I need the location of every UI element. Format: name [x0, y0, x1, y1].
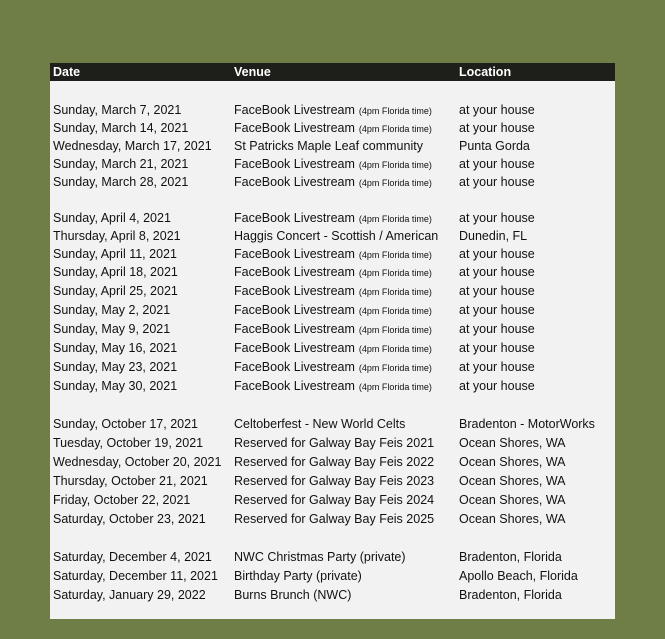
row-venue	[234, 263, 432, 282]
table-row	[50, 358, 615, 376]
row-venue-text: Haggis Concert - Scottish / American	[234, 229, 439, 243]
row-location: at your house	[459, 303, 535, 317]
header-date: Date	[53, 65, 81, 79]
row-date: Sunday, April 18, 2021	[53, 265, 178, 279]
row-venue-text: FaceBook Livestream	[234, 157, 355, 171]
row-venue	[234, 586, 351, 604]
row-venue-text: FaceBook Livestream	[234, 379, 355, 393]
row-date: Saturday, December 4, 2021	[53, 550, 212, 564]
row-date: Thursday, April 8, 2021	[53, 229, 181, 243]
row-venue-text: St Patricks Maple Leaf community	[234, 139, 423, 153]
row-venue-text: FaceBook Livestream	[234, 103, 355, 117]
row-location: at your house	[459, 211, 535, 225]
row-venue	[234, 227, 438, 245]
row-venue-text: FaceBook Livestream	[234, 121, 355, 135]
row-date: Wednesday, March 17, 2021	[53, 139, 212, 153]
table-row	[50, 320, 615, 338]
row-date: Sunday, April 11, 2021	[53, 247, 177, 261]
table-row	[50, 586, 615, 604]
row-venue-text: FaceBook Livestream	[234, 265, 355, 279]
row-venue-text: Reserved for Galway Bay Feis 2021	[234, 436, 435, 450]
row-venue	[234, 358, 432, 377]
schedule-sheet	[50, 63, 615, 619]
row-venue-text: NWC Christmas Party (private)	[234, 550, 406, 564]
row-location: Apollo Beach, Florida	[459, 569, 578, 583]
table-header	[50, 63, 615, 81]
row-date: Sunday, March 7, 2021	[53, 103, 182, 117]
table-row	[50, 491, 615, 509]
row-venue-note: (4pm Florida time)	[358, 214, 432, 224]
table-row	[50, 282, 615, 300]
row-venue-text: Reserved for Galway Bay Feis 2022	[234, 455, 435, 469]
row-venue-note: (4pm Florida time)	[358, 160, 432, 170]
row-location: at your house	[459, 379, 535, 393]
row-venue	[234, 137, 423, 155]
row-venue	[234, 377, 432, 396]
row-venue	[234, 155, 432, 174]
table-row	[50, 472, 615, 490]
row-venue	[234, 282, 432, 301]
row-date: Sunday, March 21, 2021	[53, 157, 189, 171]
row-location: Ocean Shores, WA	[459, 512, 566, 526]
row-venue	[234, 453, 434, 471]
row-venue	[234, 567, 362, 585]
row-venue-note: (4pm Florida time)	[358, 382, 432, 392]
row-venue-text: Reserved for Galway Bay Feis 2024	[234, 493, 435, 507]
row-location: at your house	[459, 157, 535, 171]
row-venue-text: FaceBook Livestream	[234, 341, 355, 355]
row-location: Bradenton, Florida	[459, 550, 562, 564]
row-location: at your house	[459, 103, 535, 117]
row-location: at your house	[459, 360, 535, 374]
row-location: Dunedin, FL	[459, 229, 528, 243]
row-venue-text: FaceBook Livestream	[234, 284, 355, 298]
row-location: at your house	[459, 247, 535, 261]
row-venue-note: (4pm Florida time)	[358, 363, 432, 373]
table-row	[50, 510, 615, 528]
table-row	[50, 173, 615, 191]
row-date: Saturday, January 29, 2022	[53, 588, 206, 602]
table-row	[50, 209, 615, 227]
row-location: at your house	[459, 265, 535, 279]
row-venue-text: FaceBook Livestream	[234, 211, 355, 225]
row-venue	[234, 101, 432, 120]
row-venue	[234, 548, 406, 566]
row-date: Saturday, October 23, 2021	[53, 512, 206, 526]
row-date: Sunday, April 4, 2021	[53, 211, 171, 225]
row-venue	[234, 472, 434, 490]
row-venue-text: Birthday Party (private)	[234, 569, 362, 583]
table-row	[50, 155, 615, 173]
row-venue-note: (4pm Florida time)	[358, 250, 432, 260]
row-venue	[234, 245, 432, 264]
row-date: Sunday, March 14, 2021	[53, 121, 189, 135]
row-venue	[234, 491, 434, 509]
row-venue-text: FaceBook Livestream	[234, 322, 355, 336]
row-location: Ocean Shores, WA	[459, 493, 566, 507]
row-venue	[234, 339, 432, 358]
row-date: Sunday, May 30, 2021	[53, 379, 178, 393]
row-date: Sunday, April 25, 2021	[53, 284, 178, 298]
row-venue-note: (4pm Florida time)	[358, 325, 432, 335]
table-row	[50, 301, 615, 319]
row-location: Ocean Shores, WA	[459, 455, 566, 469]
row-venue-note: (4pm Florida time)	[358, 124, 432, 134]
table-row	[50, 227, 615, 245]
table-row	[50, 339, 615, 357]
table-row	[50, 434, 615, 452]
row-date: Sunday, October 17, 2021	[53, 417, 199, 431]
row-venue-text: FaceBook Livestream	[234, 360, 355, 374]
row-location: Ocean Shores, WA	[459, 436, 566, 450]
row-venue	[234, 510, 434, 528]
table-row	[50, 119, 615, 137]
table-row	[50, 453, 615, 471]
header-location: Location	[459, 65, 512, 79]
row-venue-text: Burns Brunch (NWC)	[234, 588, 352, 602]
row-location: at your house	[459, 341, 535, 355]
row-date: Sunday, March 28, 2021	[53, 175, 189, 189]
row-venue-text: Reserved for Galway Bay Feis 2023	[234, 474, 435, 488]
row-date: Sunday, May 16, 2021	[53, 341, 178, 355]
row-date: Saturday, December 11, 2021	[53, 569, 218, 583]
row-date: Thursday, October 21, 2021	[53, 474, 208, 488]
row-date: Sunday, May 2, 2021	[53, 303, 171, 317]
row-venue-note: (4pm Florida time)	[358, 306, 432, 316]
row-venue-text: FaceBook Livestream	[234, 175, 355, 189]
row-venue-text: Reserved for Galway Bay Feis 2025	[234, 512, 435, 526]
row-location: at your house	[459, 121, 535, 135]
row-venue	[234, 301, 432, 320]
row-venue-note: (4pm Florida time)	[358, 287, 432, 297]
row-location: at your house	[459, 284, 535, 298]
table-row	[50, 567, 615, 585]
row-venue-text: FaceBook Livestream	[234, 303, 355, 317]
table-row	[50, 415, 615, 433]
row-venue-note: (4pm Florida time)	[358, 178, 432, 188]
row-venue-note: (4pm Florida time)	[358, 268, 432, 278]
table-row	[50, 101, 615, 119]
row-venue-text: FaceBook Livestream	[234, 247, 355, 261]
row-date: Friday, October 22, 2021	[53, 493, 191, 507]
row-location: at your house	[459, 175, 535, 189]
row-venue-note: (4pm Florida time)	[358, 344, 432, 354]
row-location: at your house	[459, 322, 535, 336]
row-venue	[234, 434, 434, 452]
table-row	[50, 263, 615, 281]
row-venue	[234, 415, 405, 433]
row-venue-text: Celtoberfest - New World Celts	[234, 417, 406, 431]
row-venue	[234, 320, 432, 339]
table-row	[50, 377, 615, 395]
row-venue	[234, 173, 432, 192]
row-location: Bradenton - MotorWorks	[459, 417, 595, 431]
header-venue: Venue	[234, 65, 271, 79]
row-venue-note: (4pm Florida time)	[358, 106, 432, 116]
row-date: Wednesday, October 20, 2021	[53, 455, 222, 469]
row-date: Tuesday, October 19, 2021	[53, 436, 204, 450]
row-venue	[234, 209, 432, 228]
row-location: Punta Gorda	[459, 139, 530, 153]
table-row	[50, 137, 615, 155]
table-row	[50, 548, 615, 566]
row-location: Bradenton, Florida	[459, 588, 562, 602]
table-row	[50, 245, 615, 263]
row-location: Ocean Shores, WA	[459, 474, 566, 488]
row-date: Sunday, May 23, 2021	[53, 360, 178, 374]
row-venue	[234, 119, 432, 138]
row-date: Sunday, May 9, 2021	[53, 322, 171, 336]
